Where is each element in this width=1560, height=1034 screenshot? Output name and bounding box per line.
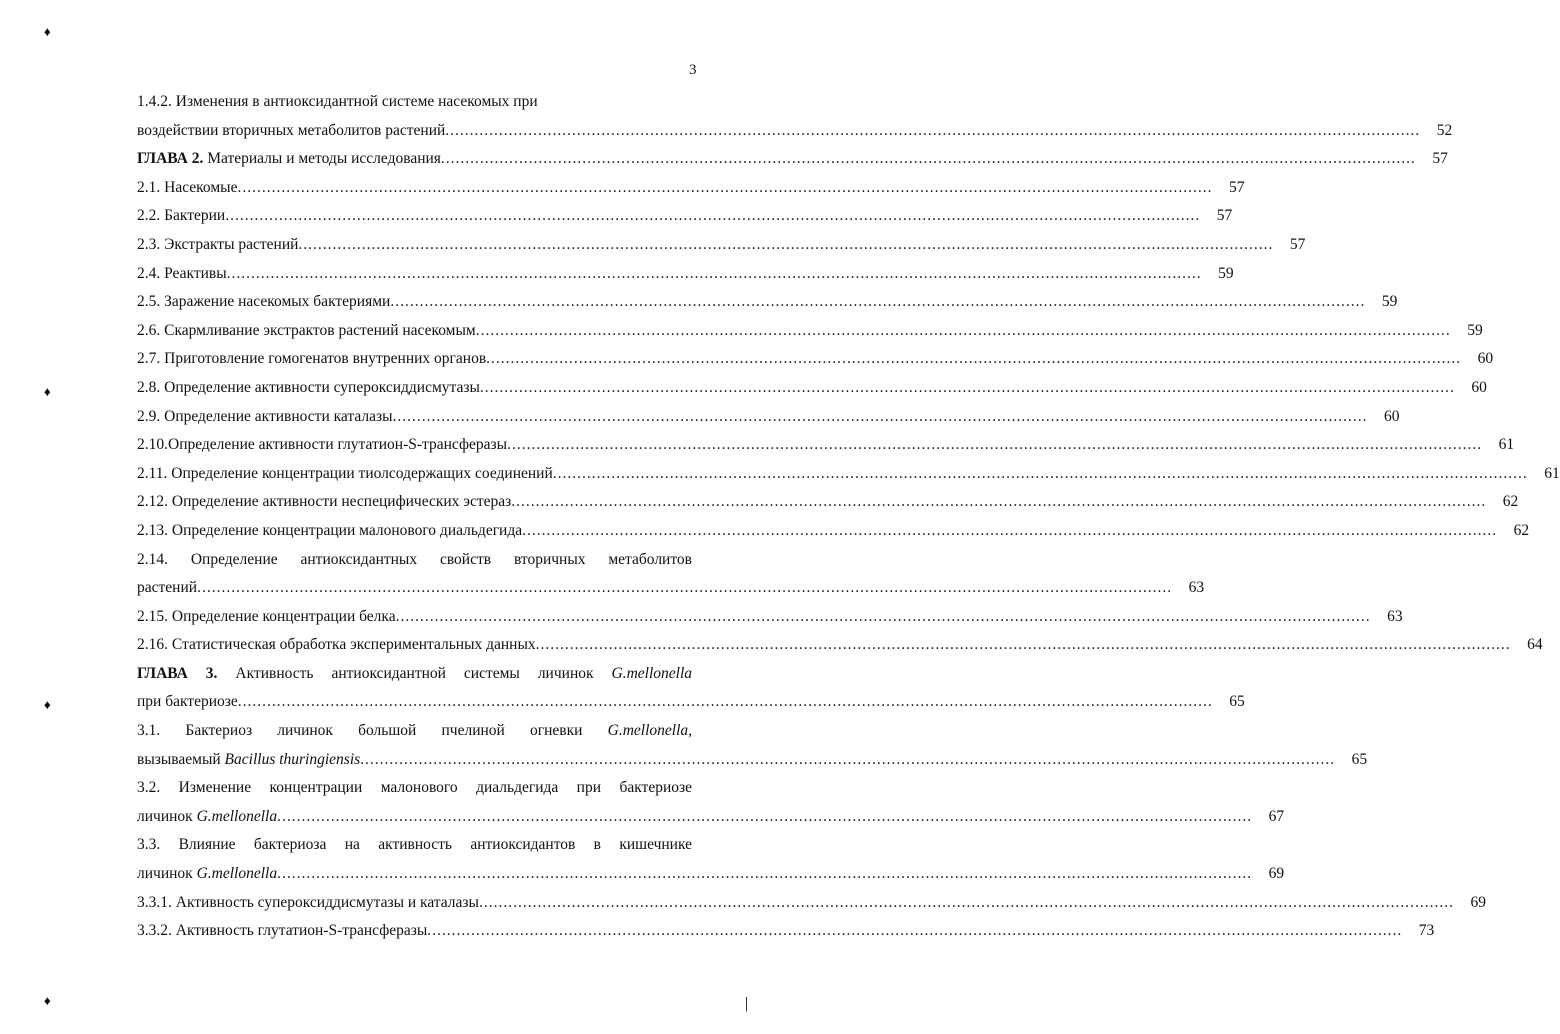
leader-dots: ........................................................................................................................................................................................................ [360,750,1336,768]
scan-mark: ♦ [44,993,51,1008]
toc-entry[interactable]: 2.14. Определение антиоксидантных свойств вторичных метаболитов растений ........................................................................................................................................................................................................ 63 [137,546,692,603]
scan-mark: | [745,995,749,1012]
toc-page-number: 67 [1268,807,1285,825]
toc-page-number: 65 [1229,693,1245,711]
toc-page-number: 64 [1527,636,1543,654]
toc-page-number: 61 [1498,436,1515,454]
toc-entry[interactable]: 2.11. Определение концентрации тиолсодержащих соединений ........................................................................................................................................................................................................ 61 [137,460,692,489]
toc-entry[interactable]: 2.15. Определение концентрации белка ........................................................................................................................................................................................................ 63 [137,603,692,632]
leader-dots: ........................................................................................................................................................................................................ [427,922,1403,940]
toc-entry[interactable]: 3.3.1. Активность супероксиддисмутазы и каталазы ........................................................................................................................................................................................................ 69 [137,889,692,918]
leader-dots: ........................................................................................................................................................................................................ [478,893,1454,911]
toc-entry[interactable]: 2.9. Определение активности каталазы ........................................................................................................................................................................................................ 60 [137,403,692,432]
leader-dots: ........................................................................................................................................................................................................ [237,178,1213,196]
scan-mark: ♦ [44,24,51,39]
leader-dots: ........................................................................................................................................................................................................ [395,607,1371,625]
toc-entry[interactable]: 2.5. Заражение насекомых бактериями ........................................................................................................................................................................................................ 59 [137,288,692,317]
table-of-contents [137,88,1560,946]
toc-entry[interactable]: 2.1. Насекомые ........................................................................................................................................................................................................ 57 [137,174,692,203]
leader-dots: ........................................................................................................................................................................................................ [486,350,1462,368]
toc-page-number: 60 [1471,378,1487,396]
leader-dots: ........................................................................................................................................................................................................ [225,207,1201,225]
toc-page-number: 52 [1436,121,1453,139]
leader-dots: ........................................................................................................................................................................................................ [475,321,1451,339]
toc-page-number: 59 [1381,293,1398,311]
toc-entry[interactable]: 3.3.2. Активность глутатион-S-трансферазы ........................................................................................................................................................................................................ 73 [137,917,692,946]
toc-entry[interactable]: 1.4.2. Изменения в антиоксидантной системе насекомых при воздействии вторичных метаболитов растений ........................................................................................................................................................................................................ 52 [137,88,692,145]
toc-entry[interactable]: 2.12. Определение активности неспецифических эстераз ........................................................................................................................................................................................................ 62 [137,488,692,517]
leader-dots: ........................................................................................................................................................................................................ [445,121,1421,139]
toc-entry[interactable]: 2.3. Экстракты растений ........................................................................................................................................................................................................ 57 [137,231,692,260]
toc-entry[interactable]: 2.8. Определение активности супероксиддисмутазы ........................................................................................................................................................................................................ 60 [137,374,692,403]
leader-dots: ........................................................................................................................................................................................................ [197,579,1173,597]
toc-page-number: 57 [1432,150,1448,168]
toc-page-number: 69 [1268,865,1285,883]
toc-entry[interactable]: 2.16. Статистическая обработка экспериментальных данных ........................................................................................................................................................................................................ 64 [137,631,692,660]
leader-dots: ........................................................................................................................................................................................................ [392,407,1368,425]
scan-mark: ♦ [44,697,51,712]
toc-page-number: 59 [1467,321,1483,339]
leader-dots: ........................................................................................................................................................................................................ [277,865,1253,883]
chapter-label: ГЛАВА 2. [137,150,204,168]
leader-dots: ........................................................................................................................................................................................................ [511,493,1487,511]
toc-entry[interactable]: 2.2. Бактерии ........................................................................................................................................................................................................ 57 [137,202,692,231]
leader-dots: ........................................................................................................................................................................................................ [552,464,1528,482]
toc-page-number: 60 [1477,350,1494,368]
toc-page-number: 60 [1384,407,1400,425]
toc-entry[interactable]: 3.3. Влияние бактериоза на активность антиоксидантов в кишечнике личинок G.mellonella ........................................................................................................................................................................................................ 69 [137,831,692,888]
toc-page-number: 73 [1418,922,1435,940]
toc-page-number: 59 [1218,264,1234,282]
toc-entry[interactable]: 3.2. Изменение концентрации малонового диальдегида при бактериозе личинок G.mellonella ........................................................................................................................................................................................................ 67 [137,774,692,831]
toc-entry[interactable]: ГЛАВА 3. Активность антиоксидантной системы личинок G.mellonella при бактериозе ........................................................................................................................................................................................................ 65 [137,660,692,717]
leader-dots: ........................................................................................................................................................................................................ [479,378,1455,396]
toc-page-number: 57 [1216,207,1233,225]
toc-page-number: 62 [1502,493,1519,511]
toc-page-number: 57 [1228,178,1245,196]
page-number: 3 [689,62,697,78]
leader-dots: ........................................................................................................................................................................................................ [298,235,1274,253]
toc-entry[interactable]: ГЛАВА 2. Материалы и методы исследования ........................................................................................................................................................................................................ 57 [137,145,692,174]
toc-page-number: 69 [1470,893,1486,911]
toc-page-number: 63 [1188,579,1205,597]
toc-page-number: 63 [1387,607,1403,625]
toc-page-number: 57 [1289,235,1306,253]
toc-entry[interactable]: 2.4. Реактивы ........................................................................................................................................................................................................ 59 [137,260,692,289]
scan-mark: ♦ [44,384,51,399]
leader-dots: ........................................................................................................................................................................................................ [535,636,1511,654]
toc-entry[interactable]: 2.13. Определение концентрации малонового диальдегида ........................................................................................................................................................................................................ 62 [137,517,692,546]
toc-entry[interactable]: 2.6. Скармливание экстрактов растений насекомым ........................................................................................................................................................................................................ 59 [137,317,692,346]
chapter-label: ГЛАВА 3. [137,664,218,682]
leader-dots: ........................................................................................................................................................................................................ [237,693,1213,711]
toc-entry[interactable]: 2.10.Определение активности глутатион-S-трансферазы ........................................................................................................................................................................................................ 61 [137,431,692,460]
leader-dots: ........................................................................................................................................................................................................ [390,293,1366,311]
leader-dots: ........................................................................................................................................................................................................ [277,807,1253,825]
leader-dots: ........................................................................................................................................................................................................ [522,521,1498,539]
leader-dots: ........................................................................................................................................................................................................ [226,264,1202,282]
leader-dots: ........................................................................................................................................................................................................ [440,150,1416,168]
toc-page-number: 65 [1351,750,1368,768]
toc-entry[interactable]: 3.1. Бактериоз личинок большой пчелиной огневки G.mellonella, вызываемый Bacillus thuringiensis ........................................................................................................................................................................................................ 65 [137,717,692,774]
toc-entry[interactable]: 2.7. Приготовление гомогенатов внутренних органов ........................................................................................................................................................................................................ 60 [137,345,692,374]
toc-page-number: 61 [1544,464,1560,482]
leader-dots: ........................................................................................................................................................................................................ [507,436,1483,454]
toc-page-number: 62 [1513,521,1530,539]
